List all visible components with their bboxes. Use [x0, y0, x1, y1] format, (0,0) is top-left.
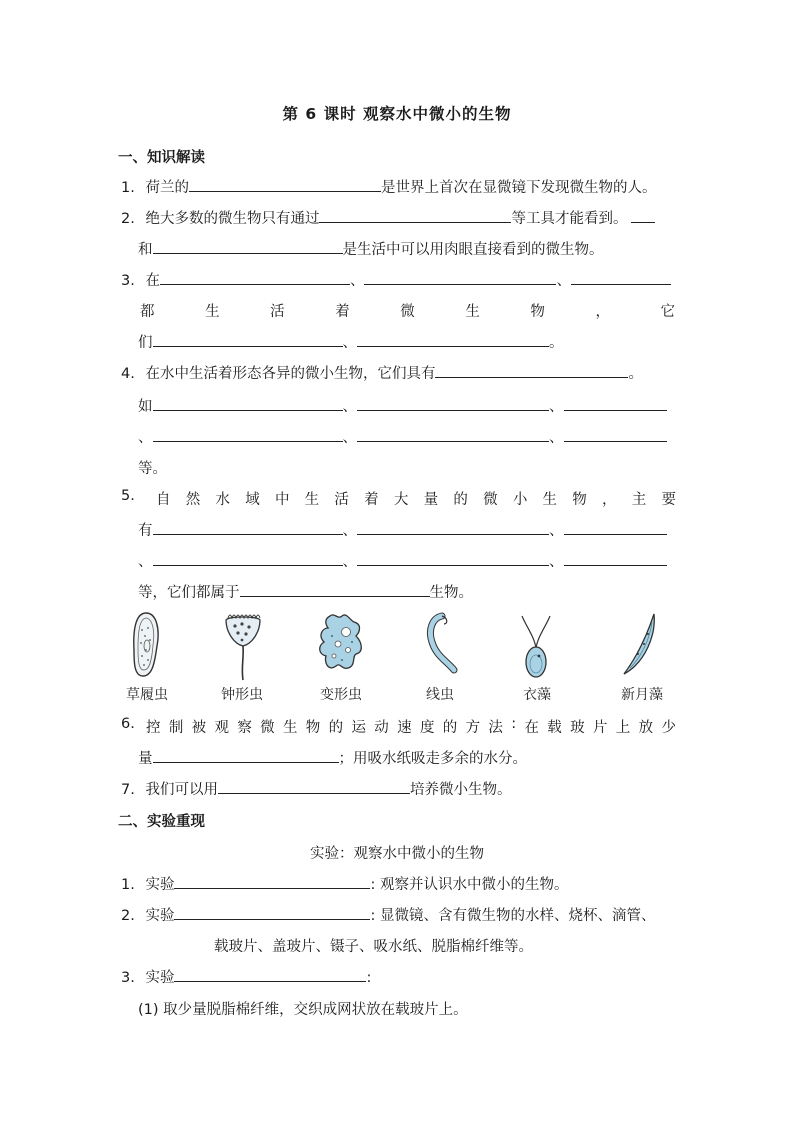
answer-blank[interactable] — [153, 396, 343, 411]
question-char: 都 — [140, 304, 155, 320]
question-text: 荷兰的 — [145, 180, 189, 196]
question-text: 是生活中可以用肉眼直接看到的微生物。 — [342, 242, 604, 258]
question-7 — [121, 778, 511, 799]
question-char: 物 — [530, 304, 545, 320]
question-char: 少 — [661, 720, 676, 736]
question-number: 5. — [121, 488, 135, 504]
organism-caption: 钟形虫 — [221, 687, 263, 703]
separator: 、 — [549, 554, 564, 570]
question-char: 方 — [465, 720, 481, 736]
question-char: 上 — [615, 720, 631, 736]
question-4 — [121, 362, 643, 383]
question-char: 物 — [572, 492, 587, 508]
question-text: 培养微小生物。 — [409, 782, 512, 798]
question-char: 微 — [400, 304, 415, 320]
question-text: 实验 — [145, 908, 175, 924]
separator: 、 — [549, 523, 564, 539]
closterium-illustration — [616, 610, 662, 680]
question-text: 是世界上首次在显微镜下发现微生物的人。 — [380, 180, 657, 196]
question-5-line-2 — [138, 519, 667, 540]
answer-blank[interactable] — [357, 332, 549, 347]
question-char: 生 — [205, 304, 220, 320]
question-char: 玻 — [570, 720, 585, 736]
question-text: 在 — [145, 273, 160, 289]
question-4-line-3 — [138, 426, 667, 447]
question-char: ， — [602, 492, 617, 508]
question-1 — [121, 176, 656, 197]
question-char: 着 — [364, 492, 379, 508]
separator: 、 — [342, 523, 357, 539]
question-5-line-3 — [138, 550, 667, 571]
question-number: 2. — [121, 908, 135, 924]
question-char: 的 — [328, 720, 344, 736]
question-text: 实验 — [145, 970, 175, 986]
question-char: ， — [595, 304, 610, 320]
separator: 。 — [549, 335, 564, 351]
question-char: 物 — [305, 720, 321, 736]
experiment-title: 实验：观察水中微小的生物 — [310, 846, 484, 862]
question-text: 实验 — [145, 877, 175, 893]
answer-blank[interactable] — [160, 270, 350, 285]
answer-blank[interactable] — [564, 520, 667, 535]
question-char: 度 — [419, 720, 435, 736]
separator: 、 — [342, 430, 357, 446]
answer-blank[interactable] — [357, 427, 549, 442]
question-text: 和 — [138, 242, 153, 258]
answer-blank[interactable] — [153, 520, 343, 535]
separator: 、 — [556, 273, 571, 289]
answer-blank[interactable] — [153, 239, 343, 254]
question-text: 量 — [138, 751, 153, 767]
question-char: 运 — [351, 720, 366, 736]
question-char: 微 — [483, 492, 498, 508]
question-char: 域 — [245, 492, 260, 508]
question-5-line-1 — [156, 488, 676, 509]
question-char: 速 — [397, 720, 412, 736]
answer-blank[interactable] — [364, 270, 556, 285]
answer-blank[interactable] — [357, 520, 549, 535]
answer-blank[interactable] — [153, 748, 339, 763]
separator: 、 — [138, 554, 153, 570]
answer-blank[interactable] — [435, 363, 628, 378]
nematode-illustration — [418, 610, 462, 676]
question-char: : — [511, 716, 517, 732]
question-char: 大 — [393, 492, 409, 508]
question-2 — [121, 207, 655, 228]
question-char: 在 — [524, 720, 539, 736]
answer-blank[interactable] — [153, 551, 343, 566]
question-char: 生 — [304, 492, 320, 508]
question-char: 中 — [274, 492, 290, 508]
question-text: 生物。 — [429, 585, 473, 601]
question-char: 主 — [631, 492, 647, 508]
question-text: : 显微镜、含有微生物的水样、烧杯、滴管、 — [370, 908, 656, 924]
amoeba-illustration — [316, 610, 366, 676]
answer-blank[interactable] — [174, 874, 370, 889]
organism-caption: 变形虫 — [320, 687, 362, 703]
question-text: : — [366, 970, 372, 986]
question-text: 绝大多数的微生物只有通过 — [145, 211, 320, 227]
answer-blank[interactable] — [319, 208, 511, 223]
answer-blank[interactable] — [631, 208, 655, 223]
question-char: 动 — [374, 720, 389, 736]
question-char: 放 — [638, 720, 654, 736]
organism-caption: 线虫 — [426, 687, 454, 703]
experiment-item-2 — [121, 904, 655, 925]
question-char: 要 — [661, 492, 676, 508]
separator: 、 — [138, 430, 153, 446]
answer-blank[interactable] — [153, 332, 343, 347]
question-char: 微 — [260, 720, 275, 736]
question-char: 生 — [465, 304, 480, 320]
answer-blank[interactable] — [153, 427, 343, 442]
separator: 。 — [628, 366, 643, 382]
question-char: 片 — [592, 720, 608, 736]
separator: 、 — [349, 273, 365, 289]
answer-blank[interactable] — [174, 905, 370, 920]
question-text: 如 — [138, 399, 153, 415]
answer-blank[interactable] — [357, 551, 549, 566]
question-char: 着 — [335, 304, 350, 320]
question-char: 小 — [512, 492, 528, 508]
question-char: 法 — [488, 720, 503, 736]
question-char: 察 — [237, 720, 252, 736]
separator: 、 — [342, 399, 357, 415]
question-text: 在水中生活着形态各异的微小生物，它们具有 — [145, 366, 436, 382]
answer-blank[interactable] — [189, 177, 381, 192]
organism-caption: 草履虫 — [126, 687, 168, 703]
question-char: 生 — [542, 492, 558, 508]
separator: 、 — [549, 430, 564, 446]
question-2-line-2 — [138, 238, 604, 259]
question-char: 的 — [442, 720, 458, 736]
answer-blank[interactable] — [564, 427, 667, 442]
answer-blank[interactable] — [564, 396, 667, 411]
question-4-line-4: 等。 — [138, 461, 167, 477]
separator: 、 — [342, 335, 357, 351]
answer-blank[interactable] — [571, 270, 671, 285]
organism-caption: 衣藻 — [523, 687, 551, 703]
experiment-item-3 — [121, 966, 371, 987]
vorticella-illustration — [220, 610, 266, 682]
question-char: 被 — [191, 720, 207, 736]
question-text: 等工具才能看到。 — [511, 211, 628, 227]
question-4-line-2 — [138, 395, 667, 416]
question-6-line-1 — [146, 716, 676, 737]
question-text: 有 — [138, 523, 153, 539]
question-char: 的 — [453, 492, 468, 508]
question-char: 控 — [146, 720, 161, 736]
question-text: ；用吸水纸吸走多余的水分。 — [338, 751, 527, 767]
separator: 、 — [342, 554, 357, 570]
question-number: 6. — [121, 716, 135, 732]
question-char: 它 — [660, 304, 675, 320]
answer-blank[interactable] — [174, 967, 366, 982]
question-number: 2. — [121, 211, 135, 227]
question-char: 水 — [215, 492, 230, 508]
experiment-item-1 — [121, 873, 568, 894]
question-3 — [121, 269, 671, 290]
separator: 、 — [549, 399, 564, 415]
organism-caption: 新月藻 — [621, 687, 663, 703]
question-number: 1. — [121, 877, 135, 893]
answer-blank[interactable] — [218, 779, 410, 794]
question-char: 量 — [423, 492, 439, 508]
chlamydomonas-illustration — [514, 610, 558, 680]
question-number: 7. — [121, 782, 135, 798]
question-number: 4. — [121, 366, 135, 382]
answer-blank[interactable] — [357, 396, 549, 411]
question-char: 载 — [547, 720, 562, 736]
answer-blank[interactable] — [240, 582, 430, 597]
page-title: 第 6 课时 观察水中微小的生物 — [282, 105, 512, 123]
question-char: 然 — [185, 492, 201, 508]
question-text: 等，它们都属于 — [138, 585, 240, 601]
question-text: : 观察并认识水中微小的生物。 — [370, 877, 569, 893]
section-heading-experiment: 二、实验重现 — [118, 814, 205, 830]
question-char: 活 — [334, 492, 349, 508]
question-char: 制 — [168, 720, 184, 736]
question-5-line-4 — [138, 581, 473, 602]
question-3-line-3 — [138, 331, 564, 352]
question-number: 3. — [121, 273, 135, 289]
question-char: 自 — [156, 492, 171, 508]
paramecium-illustration — [126, 610, 166, 680]
question-number: 1. — [121, 180, 135, 196]
section-heading-knowledge: 一、知识解读 — [118, 150, 205, 166]
question-text: 们 — [138, 335, 153, 351]
question-text: 我们可以用 — [145, 782, 218, 798]
experiment-item-2-line-2: 载玻片、盖玻片、镊子、吸水纸、脱脂棉纤维等。 — [214, 939, 533, 955]
question-6-line-2 — [138, 747, 527, 768]
question-char: 观 — [214, 720, 229, 736]
question-char: 生 — [282, 720, 298, 736]
answer-blank[interactable] — [564, 551, 667, 566]
question-3-line-2 — [140, 300, 675, 321]
experiment-step-1: (1) 取少量脱脂棉纤维，交织成网状放在载玻片上。 — [138, 1002, 468, 1018]
question-char: 活 — [270, 304, 285, 320]
question-number: 3. — [121, 970, 135, 986]
